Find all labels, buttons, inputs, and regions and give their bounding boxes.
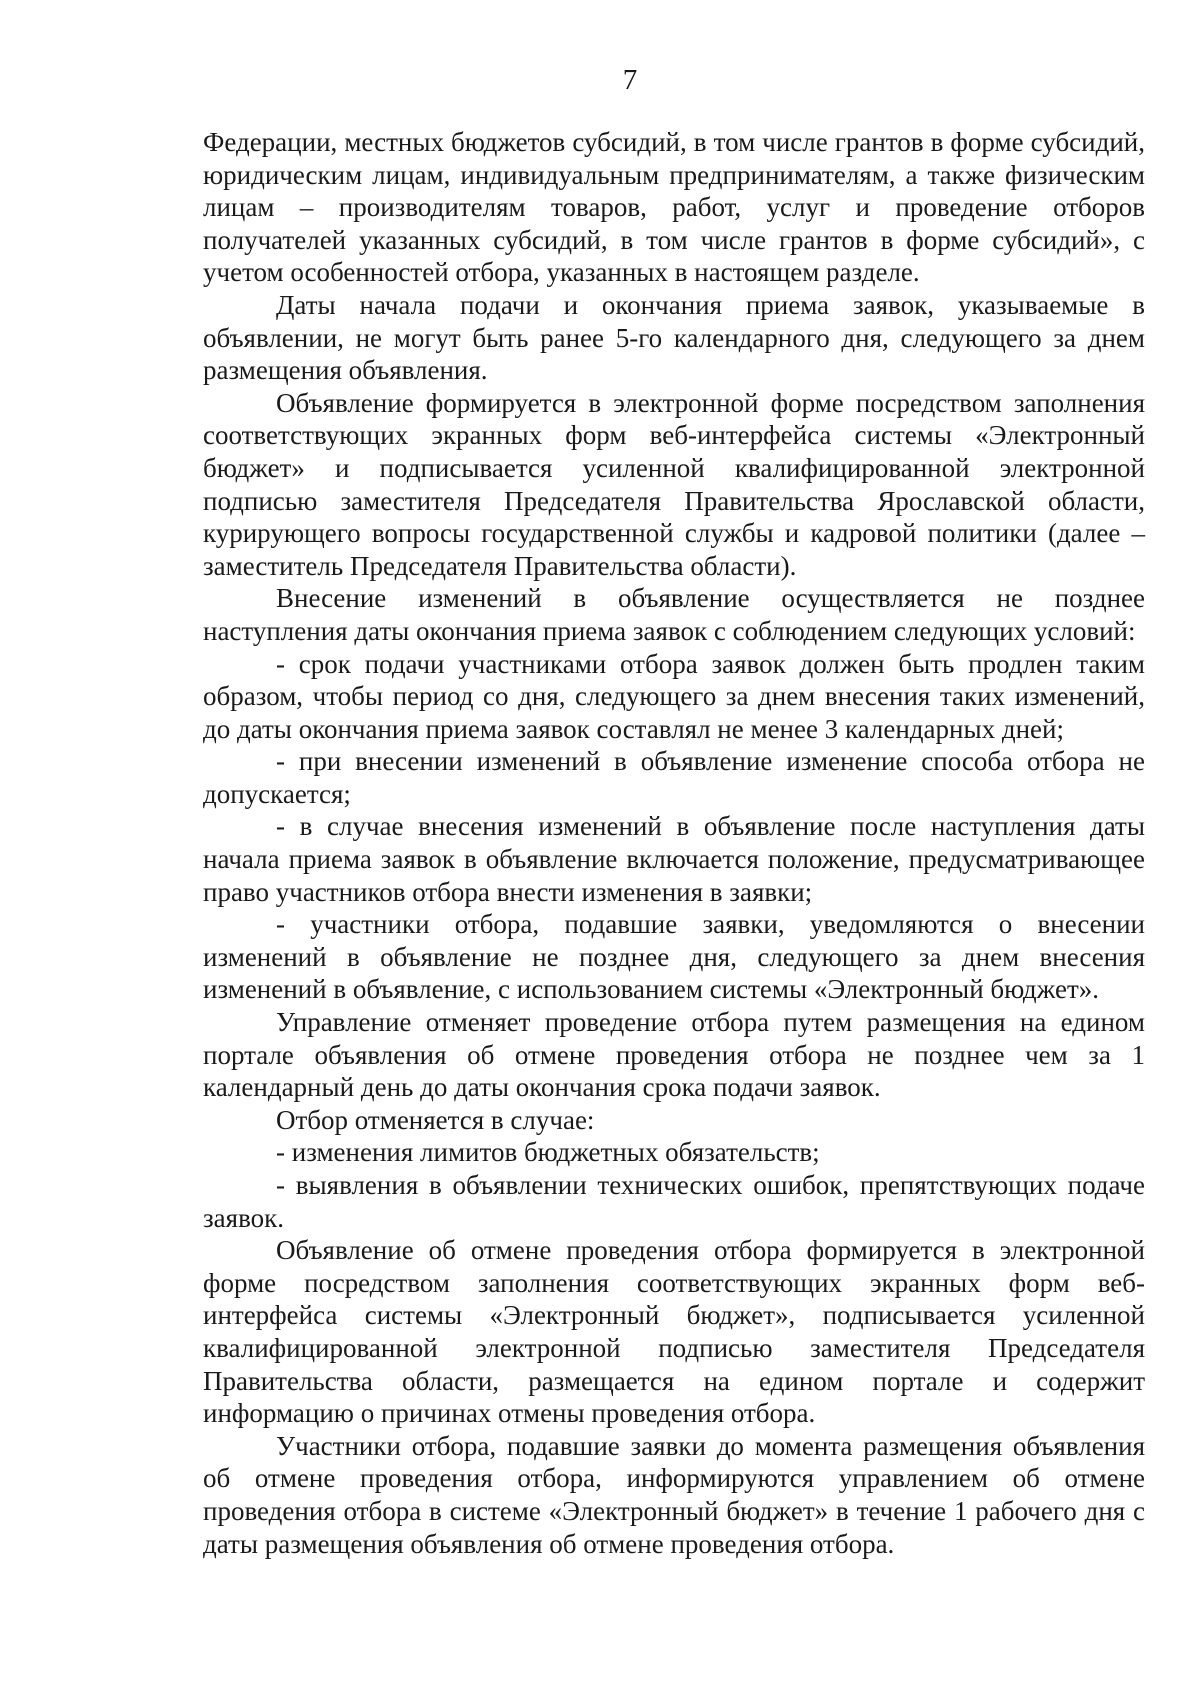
list-item-amend-applications: - в случае внесения изменений в объявление после наступления даты начала приема заявок в объявление включается положение, предусматривающее право участников отбора внести изменения в заявки;: [203, 811, 1145, 907]
page-number: 7: [622, 64, 638, 96]
list-item-method-change: - при внесении изменений в объявление изменение способа отбора не допускается;: [203, 746, 1145, 809]
paragraph-announcement-changes: Внесение изменений в объявление осуществляется не позднее наступления даты окончания приема заявок с соблюдением следующих условий:: [203, 583, 1145, 646]
paragraph-cancellation: Управление отменяет проведение отбора путем размещения на едином портале объявления об отмене проведения отбора не позднее чем за 1 календарный день до даты окончания срока подачи заявок.: [203, 1007, 1145, 1103]
paragraph-application-dates: Даты начала подачи и окончания приема заявок, указываемые в объявлении, не могут быть ранее 5-го календарного дня, следующего за днем размещения объявления.: [203, 289, 1145, 386]
document-body: [203, 126, 1145, 1560]
paragraph-announcement-form: Объявление формируется в электронной форме посредством заполнения соответствующих экранных форм веб-интерфейса системы «Электронный бюджет» и подписывается усиленной квалифицированной электронной подписью заместителя Председателя Правительства Ярославской области, курирующего вопросы государственной службы и кадровой политики (далее – заместитель Председателя Правительства области).: [203, 387, 1145, 581]
paragraph-cancellation-cases: Отбор отменяется в случае:: [276, 1104, 595, 1135]
list-item-technical-errors: - выявления в объявлении технических ошибок, препятствующих подаче заявок.: [203, 1170, 1145, 1233]
paragraph-continuation: Федерации, местных бюджетов субсидий, в том числе грантов в форме субсидий, юридическим лицам, индивидуальным предпринимателям, а также физическим лицам – производителям товаров, работ, услуг и проведение отборов получателей указанных субсидий, в том числе грантов в форме субсидий», с учетом особенностей отбора, указанных в настоящем разделе.: [203, 127, 1145, 288]
list-item-deadline-extension: - срок подачи участниками отбора заявок должен быть продлен таким образом, чтобы период со дня, следующего за днем внесения таких изменений, до даты окончания приема заявок составлял не менее 3 календарных дней;: [203, 648, 1145, 744]
list-item-budget-limits: - изменения лимитов бюджетных обязательств;: [276, 1137, 820, 1168]
paragraph-participants-informed: Участники отбора, подавшие заявки до момента размещения объявления об отмене проведения отбора, информируются управлением об отмене проведения отбора в системе «Электронный бюджет» в течение 1 рабочего дня с даты размещения объявления об отмене проведения отбора.: [203, 1430, 1145, 1559]
paragraph-cancellation-form: Объявление об отмене проведения отбора формируется в электронной форме посредством заполнения соответствующих экранных форм веб-интерфейса системы «Электронный бюджет», подписывается усиленной квалифицированной электронной подписью заместителя Председателя Правительства области, размещается на едином портале и содержит информацию о причинах отмены проведения отбора.: [203, 1235, 1145, 1429]
list-item-notification: - участники отбора, подавшие заявки, уведомляются о внесении изменений в объявление не позднее дня, следующего за днем внесения изменений в объявление, с использованием системы «Электронный бюджет».: [203, 909, 1145, 1005]
